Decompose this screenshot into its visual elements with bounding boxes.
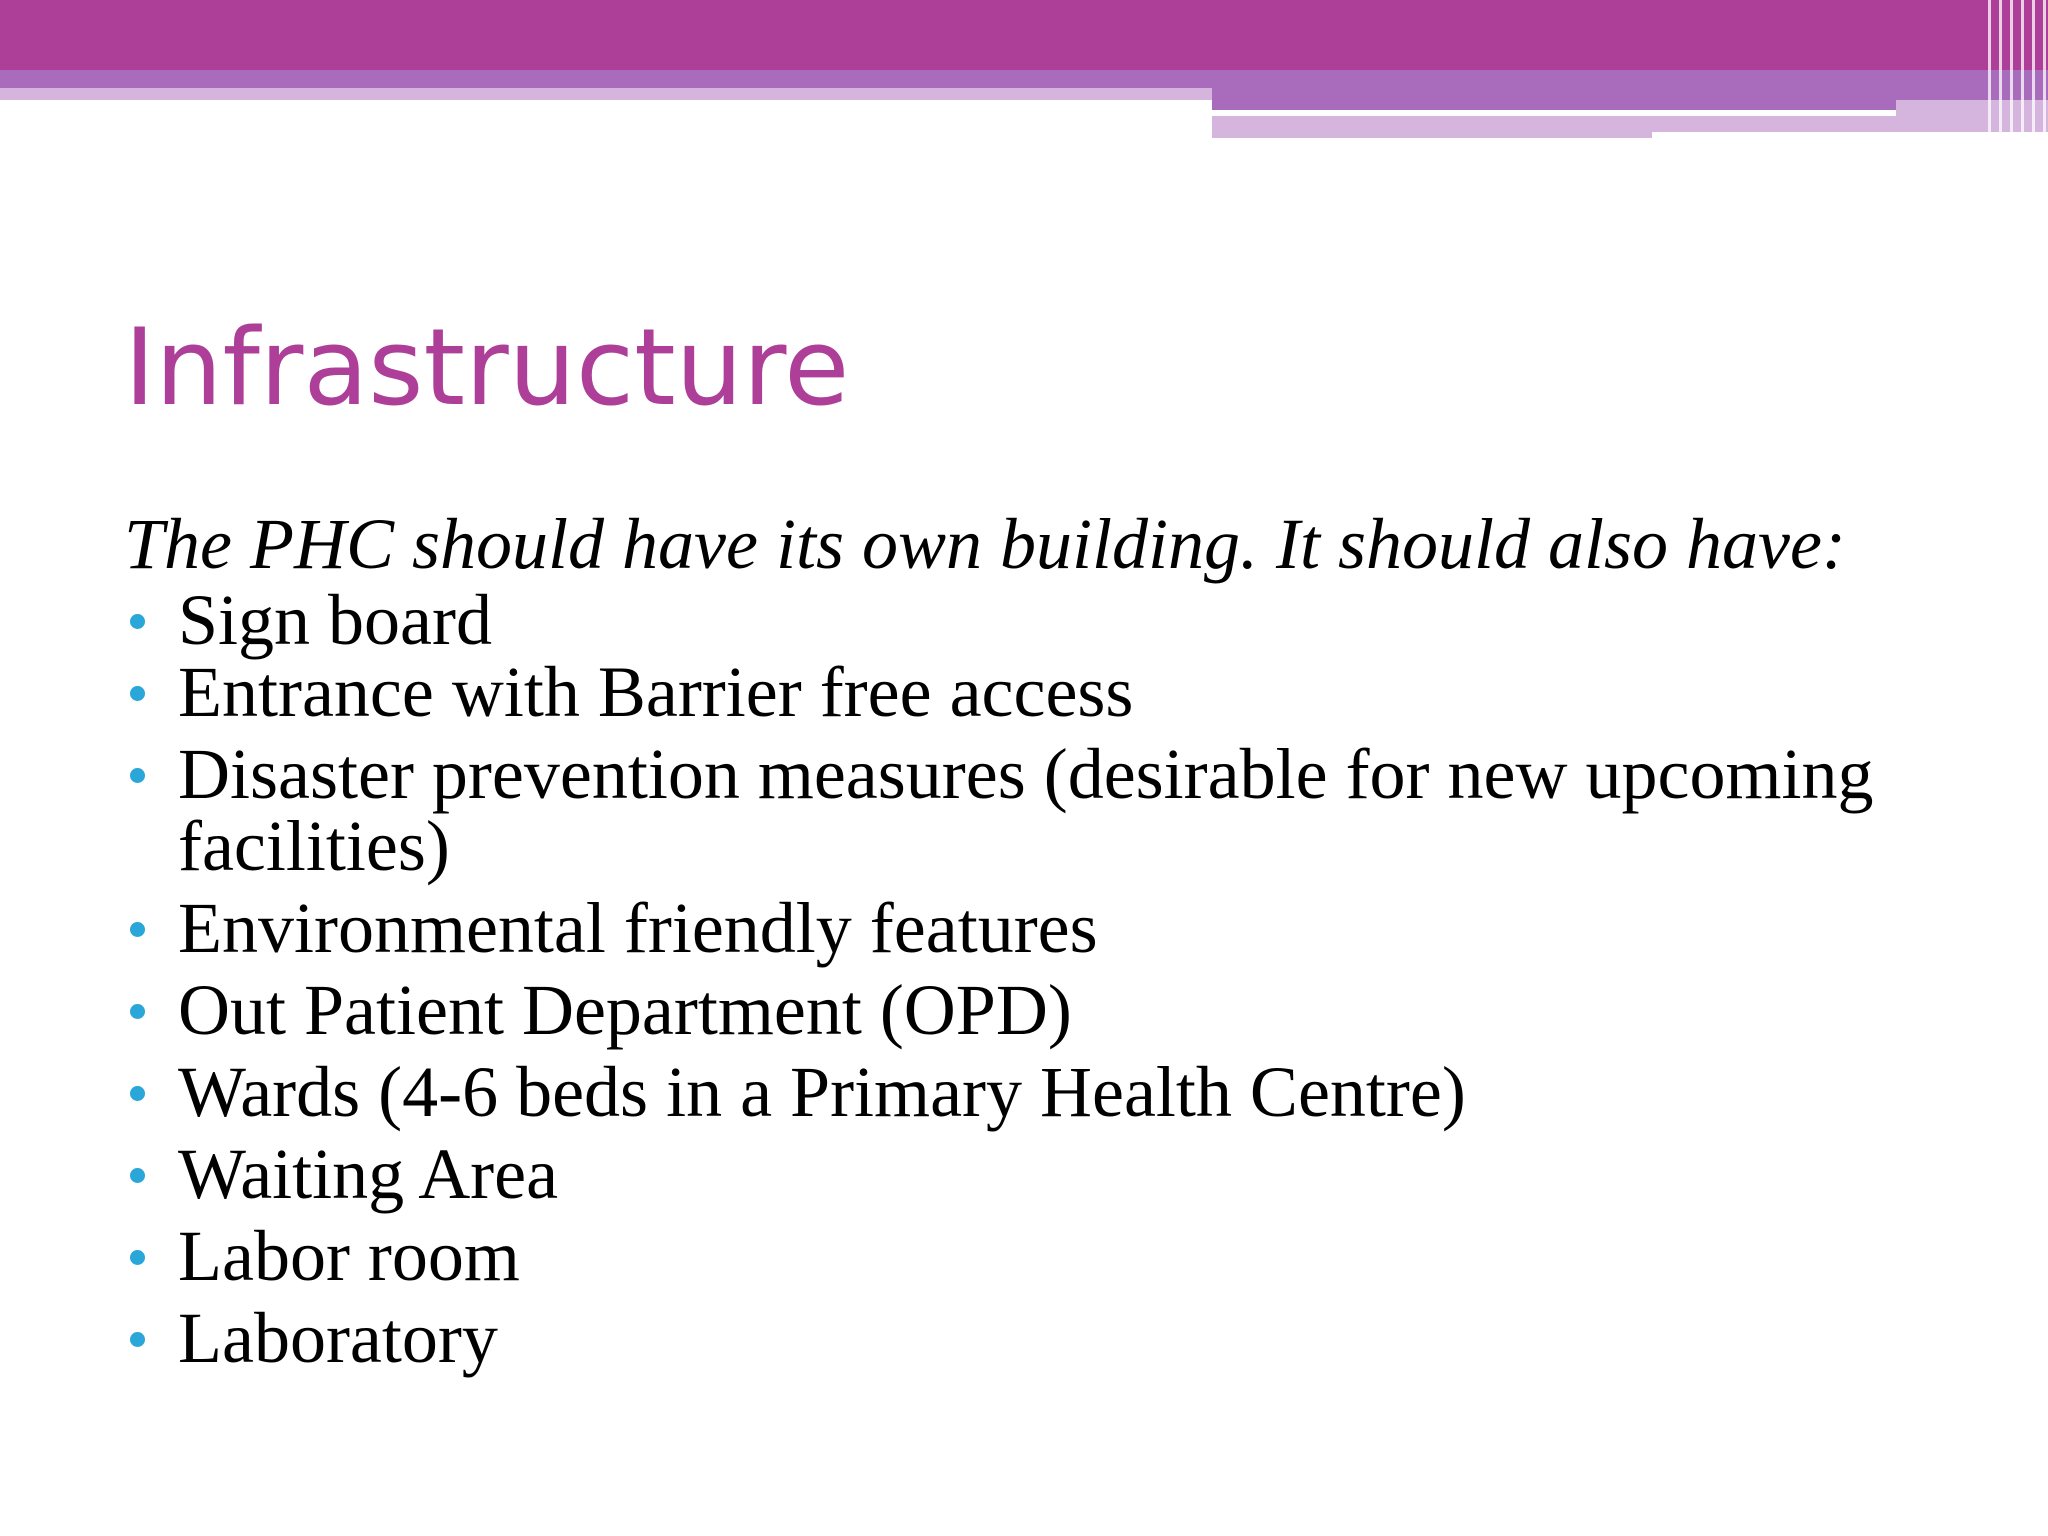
bullet-dot-icon xyxy=(130,686,145,701)
intro-text: The PHC should have its own building. It should also have: xyxy=(124,504,1846,584)
banner-bar-secondary xyxy=(0,70,2048,88)
bullet-dot-icon xyxy=(130,768,145,783)
bullet-item xyxy=(128,1216,1968,1296)
bullet-text: Laboratory xyxy=(178,1298,498,1378)
bullet-item xyxy=(128,1052,1968,1132)
bullet-dot-icon xyxy=(130,614,145,629)
banner-bar-light xyxy=(0,88,1212,100)
bullet-item xyxy=(128,888,1968,968)
bullet-item xyxy=(128,1298,1968,1378)
banner-bar-main xyxy=(0,0,2048,70)
bullet-text: Labor room xyxy=(178,1216,520,1296)
slide-title: Infrastructure xyxy=(124,306,850,429)
bullet-item xyxy=(128,580,1968,660)
bullet-text: Environmental friendly features xyxy=(178,888,1098,968)
bullet-item xyxy=(128,652,1968,732)
bullet-item xyxy=(128,734,1968,886)
bullet-item xyxy=(128,970,1968,1050)
bullet-text: Out Patient Department (OPD) xyxy=(178,970,1072,1050)
bullet-dot-icon xyxy=(130,922,145,937)
bullet-text: Entrance with Barrier free access xyxy=(178,652,1134,732)
bullet-text: Wards (4-6 beds in a Primary Health Centre) xyxy=(178,1052,1466,1132)
bullet-dot-icon xyxy=(130,1332,145,1347)
bullet-list xyxy=(128,580,1968,1384)
bullet-dot-icon xyxy=(130,1004,145,1019)
bullet-item xyxy=(128,1134,1968,1214)
bullet-dot-icon xyxy=(130,1086,145,1101)
bullet-dot-icon xyxy=(130,1168,145,1183)
bullet-text: Sign board xyxy=(178,580,492,660)
bullet-text: Waiting Area xyxy=(178,1134,559,1214)
banner-stripes xyxy=(1988,0,2048,138)
bullet-text: Disaster prevention measures (desirable for new upcoming facilities) xyxy=(178,734,1874,886)
bullet-dot-icon xyxy=(130,1250,145,1265)
